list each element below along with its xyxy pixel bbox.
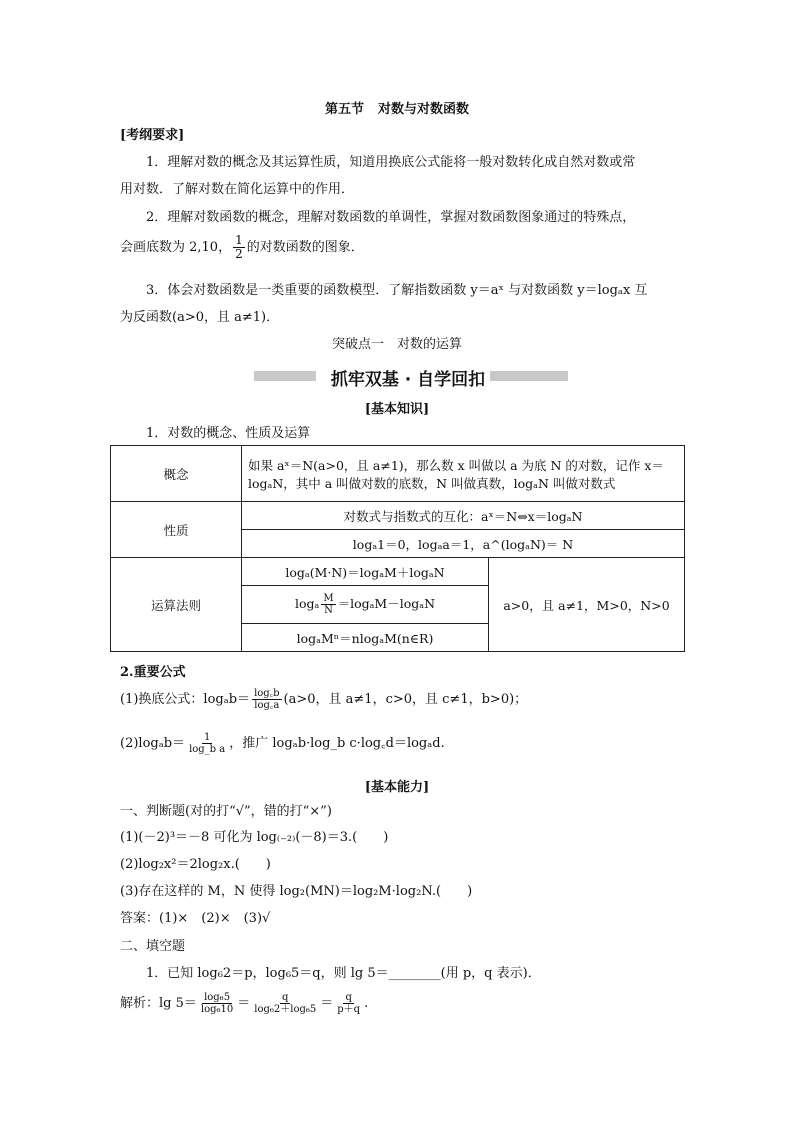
outline-item-3-line-2: 为反函数(a>0，且 a≠1)．: [120, 310, 280, 325]
judgment-section-title: 一、判断题(对的打“√”，错的打“×”): [120, 804, 332, 819]
formulas-heading: 2.重要公式: [120, 665, 186, 680]
section-number: 第五节: [324, 102, 364, 117]
outline-heading: [考纲要求]: [120, 128, 185, 143]
formula-reciprocal: (2)logₐb＝ $\frac{1}{\text{log\_b a}}$ ，推广 logₐb·log_b c·log꜀d＝logₐd.: [120, 732, 445, 755]
section-topic: 对数与对数函数: [378, 102, 470, 117]
rule-product: logₐ(M·N)＝logₐM＋logₐN: [242, 558, 489, 586]
judgment-answer: 答案：(1)× (2)× (3)√: [120, 911, 271, 926]
fill-section-title: 二、填空题: [120, 939, 186, 954]
outline-item-2-line-1: 2．理解对数函数的概念，理解对数函数的单调性，掌握对数函数图象通过的特殊点，: [146, 210, 636, 225]
outline-item-2-line-2: 会画底数为 2,10， $\frac{1}{2}$ 的对数函数的图象．: [120, 233, 364, 262]
banner-text: 抓牢双基 · 自学回扣: [330, 370, 486, 390]
rule-quotient: logₐ $\frac{M}{N}$ ＝logₐM－logₐN: [242, 586, 489, 624]
breakthrough-heading: 突破点一 对数的运算: [331, 337, 462, 352]
logarithm-table: [110, 445, 685, 652]
judgment-question-1: (1)(－2)³＝－8 可化为 log₍₋₂₎(－8)＝3.( ): [120, 830, 389, 845]
rules-condition: a>0，且 a≠1，M>0，N>0: [489, 558, 685, 652]
section-banner: [254, 365, 568, 390]
rules-label: 运算法则: [111, 558, 242, 652]
property-row-1: 对数式与指数式的互化：aˣ＝N⇔x＝logₐN: [242, 502, 685, 530]
rule-power: logₐMⁿ＝nlogₐM(n∈R): [242, 624, 489, 652]
banner-bar-right: [490, 371, 568, 381]
basic-ability-heading: [基本能力]: [364, 780, 430, 795]
outline-item-3-line-1: 3．体会对数函数是一类重要的函数模型．了解指数函数 y＝aˣ 与对数函数 y＝logₐx 互: [146, 283, 648, 298]
concept-cell: 如果 aˣ＝N(a>0，且 a≠1)，那么数 x 叫做以 a 为底 N 的对数，记作 x＝ logₐN，其中 a 叫做对数的底数，N 叫做真数，logₐN 叫做对数式: [242, 446, 685, 502]
fill-question-1: 1．已知 log₆2＝p，log₆5＝q，则 lg 5＝________(用 p，q 表示)．: [146, 966, 541, 981]
fraction-one-half: $\frac{1}{2}$: [235, 233, 243, 262]
outline-item-1-line-2: 用对数．了解对数在简化运算中的作用．: [120, 182, 355, 197]
judgment-question-2: (2)log₂x²＝2log₂x.( ): [120, 857, 271, 872]
formula-change-of-base: (1)换底公式：logₐb＝ $\frac{\log꜀b}{\log꜀a}$ (a>0，且 a≠1，c>0，且 c≠1，b>0)；: [120, 688, 528, 711]
section-title: [0, 98, 794, 117]
table-subheading: 1．对数的概念、性质及运算: [146, 426, 311, 441]
property-row-2: logₐ1＝0，logₐa＝1，a^(logₐN)＝ N: [242, 530, 685, 558]
basic-knowledge-heading: [基本知识]: [364, 402, 430, 417]
outline-item-1-line-1: 1．理解对数的概念及其运算性质，知道用换底公式能将一般对数转化成自然对数或常: [146, 155, 636, 170]
banner-bar-left: [254, 371, 316, 381]
concept-label: 概念: [111, 446, 242, 502]
property-label: 性质: [111, 502, 242, 558]
fill-solution-1: 解析：lg 5＝ $\frac{\text{log₆5}}{\text{log₆10}}$ ＝ $\frac{q}{\text{log₆2＋log₆5}}$ ＝ $\frac{q}{p+q}$ .: [120, 992, 369, 1015]
judgment-question-3: (3)存在这样的 M，N 使得 log₂(MN)＝log₂M·log₂N.( ): [120, 884, 473, 899]
